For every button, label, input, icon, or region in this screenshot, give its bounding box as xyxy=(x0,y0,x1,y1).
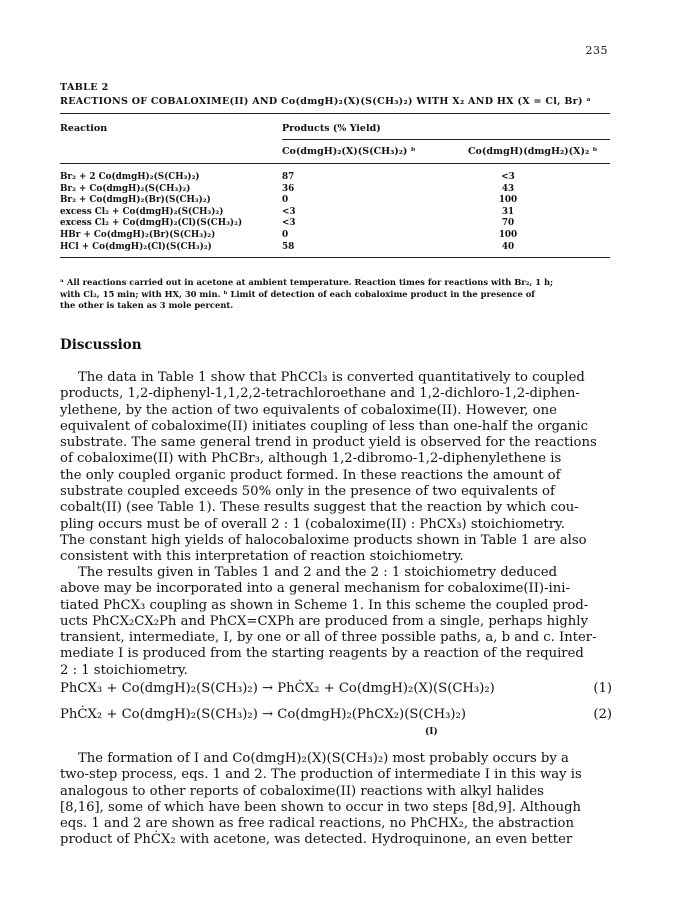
product1-cell: 87 xyxy=(282,172,295,182)
table-bottom-rule xyxy=(60,257,610,258)
equation-1-number: (1) xyxy=(593,681,612,696)
text-line: product of PhĊX₂ with acetone, was detected. Hydroquinone, an even better xyxy=(60,832,573,848)
text-line: eqs. 1 and 2 are shown as free radical reactions, no PhCHX₂, the abstraction xyxy=(60,816,574,832)
text-line: transient, intermediate, I, by one or all of three possible paths, a, b and c. Inter- xyxy=(60,630,597,646)
footnote-line: ᵃ All reactions carried out in acetone at ambient temperature. Reaction times for reactions with Br₂, 1 h; xyxy=(60,277,554,287)
table-row xyxy=(60,218,610,229)
reaction-cell: excess Cl₂ + Co(dmgH)₂(Cl)(S(CH₃)₂) xyxy=(60,218,243,229)
text-line: two-step process, eqs. 1 and 2. The production of intermediate I in this way is xyxy=(60,767,582,783)
product1-cell: <3 xyxy=(282,218,296,229)
text-line: analogous to other reports of cobaloxime(II) reactions with alkyl halides xyxy=(60,783,544,799)
product2-cell: <3 xyxy=(501,172,515,182)
text-line: pling occurs must be of overall 2 : 1 (cobaloxime(II) : PhCX₃) stoichiometry. xyxy=(60,516,565,532)
product1-cell: 0 xyxy=(282,195,289,206)
equation-2-text: PhĊX₂ + Co(dmgH)₂(S(CH₃)₂) → Co(dmgH)₂(PhCX₂)(S(CH₃)₂) xyxy=(60,707,466,722)
product2-cell: 31 xyxy=(501,206,515,217)
text-line: cobalt(II) (see Table 1). These results suggest that the reaction by which cou- xyxy=(60,500,579,516)
text-line: [8,16], some of which have been shown to occur in two steps [8d,9]. Although xyxy=(60,799,582,815)
product2-cell: 40 xyxy=(501,241,515,252)
table-row xyxy=(60,172,610,183)
table-row xyxy=(60,207,610,218)
reaction-cell: Br₂ + Co(dmgH)₂(S(CH₃)₂) xyxy=(60,183,191,194)
products-rule xyxy=(282,139,610,140)
paragraph-1 xyxy=(60,370,612,566)
table-row xyxy=(60,230,610,241)
header-reaction: Reaction xyxy=(60,123,108,134)
product2-cell: 100 xyxy=(498,195,518,206)
paragraph-2 xyxy=(60,565,612,679)
equation-2-number: (2) xyxy=(593,707,612,722)
paragraph-3 xyxy=(60,751,612,849)
reaction-cell: HBr + Co(dmgH)₂(Br)(S(CH₃)₂) xyxy=(60,230,216,240)
table-label: TABLE 2 xyxy=(60,82,109,93)
text-line: mediate I is produced from the starting reagents by a reaction of the required xyxy=(60,646,584,662)
text-line: The data in Table 1 show that PhCCl₃ is converted quantitatively to coupled xyxy=(78,370,585,385)
header-product-col1: Co(dmgH)₂(X)(S(CH₃)₂) ᵇ xyxy=(282,146,416,157)
product1-cell: 0 xyxy=(282,230,289,240)
text-line: the only coupled organic product formed. In these reactions the amount of xyxy=(60,467,561,483)
text-line: The results given in Tables 1 and 2 and the 2 : 1 stoichiometry deduced xyxy=(78,565,558,580)
product1-cell: <3 xyxy=(282,206,296,217)
equation-1 xyxy=(60,681,612,696)
equation-1-text: PhCX₃ + Co(dmgH)₂(S(CH₃)₂) → PhĊX₂ + Co(dmgH)₂(X)(S(CH₃)₂) xyxy=(60,681,495,696)
text-line: ylethene, by the action of two equivalents of cobaloxime(II). However, one xyxy=(60,402,557,418)
reaction-cell: Br₂ + 2 Co(dmgH)₂(S(CH₃)₂) xyxy=(60,172,200,182)
product2-cell: 70 xyxy=(501,218,515,229)
header-products: Products (% Yield) xyxy=(282,123,381,134)
text-line: equivalent of cobaloxime(II) initiates coupling of less than one-half the organic xyxy=(60,418,589,434)
text-line: consistent with this interpretation of reaction stoichiometry. xyxy=(60,549,464,565)
product2-cell: 43 xyxy=(501,183,515,194)
text-line: ucts PhCX₂CX₂Ph and PhCX=CXPh are produced from a single, perhaps highly xyxy=(60,613,588,629)
text-line: of cobaloxime(II) with PhCBr₃, although 1,2-dibromo-1,2-diphenylethene is xyxy=(60,451,562,467)
page-number: 235 xyxy=(585,44,608,57)
section-title: Discussion xyxy=(60,337,142,353)
table-row xyxy=(60,195,610,206)
equation-2 xyxy=(60,707,612,722)
table-top-rule xyxy=(60,113,610,114)
text-line: substrate coupled exceeds 50% only in the presence of two equivalents of xyxy=(60,484,555,500)
text-line: above may be incorporated into a general mechanism for cobaloxime(II)-ini- xyxy=(60,581,570,597)
table-caption: REACTIONS OF COBALOXIME(II) AND Co(dmgH)₂(X)(S(CH₃)₂) WITH X₂ AND HX (X = Cl, Br) ᵃ xyxy=(60,96,592,107)
reaction-cell: Br₂ + Co(dmgH)₂(Br)(S(CH₃)₂) xyxy=(60,195,211,206)
text-line: 2 : 1 stoichiometry. xyxy=(60,662,188,678)
reaction-cell: HCl + Co(dmgH)₂(Cl)(S(CH₃)₂) xyxy=(60,241,212,252)
footnote-line: with Cl₂, 15 min; with HX, 30 min. ᵇ Limit of detection of each cobaloxime product in the presence of xyxy=(60,288,535,299)
footnote-line: the other is taken as 3 mole percent. xyxy=(60,300,234,310)
table-footnote xyxy=(60,277,612,312)
table-row xyxy=(60,242,610,253)
text-line: substrate. The same general trend in product yield is observed for the reactions xyxy=(60,435,597,451)
product1-cell: 58 xyxy=(282,241,295,252)
reaction-cell: excess Cl₂ + Co(dmgH)₂(S(CH₃)₂) xyxy=(60,206,224,217)
header-bottom-rule xyxy=(60,163,610,164)
product2-cell: 100 xyxy=(498,230,518,240)
header-product-col2: Co(dmgH)(dmgH₂)(X)₂ ᵇ xyxy=(468,146,598,157)
text-line: tiated PhCX₃ coupling as shown in Scheme 1. In this scheme the coupled prod- xyxy=(60,597,589,613)
text-line: The formation of I and Co(dmgH)₂(X)(S(CH₃)₂) most probably occurs by a xyxy=(78,751,569,766)
text-line: products, 1,2-diphenyl-1,1,2,2-tetrachloroethane and 1,2-dichloro-1,2-diphen- xyxy=(60,386,580,402)
intermediate-label: (I) xyxy=(425,727,438,737)
product1-cell: 36 xyxy=(282,183,295,194)
text-line: The constant high yields of halocobaloxime products shown in Table 1 are also xyxy=(60,532,587,548)
table-row xyxy=(60,184,610,195)
